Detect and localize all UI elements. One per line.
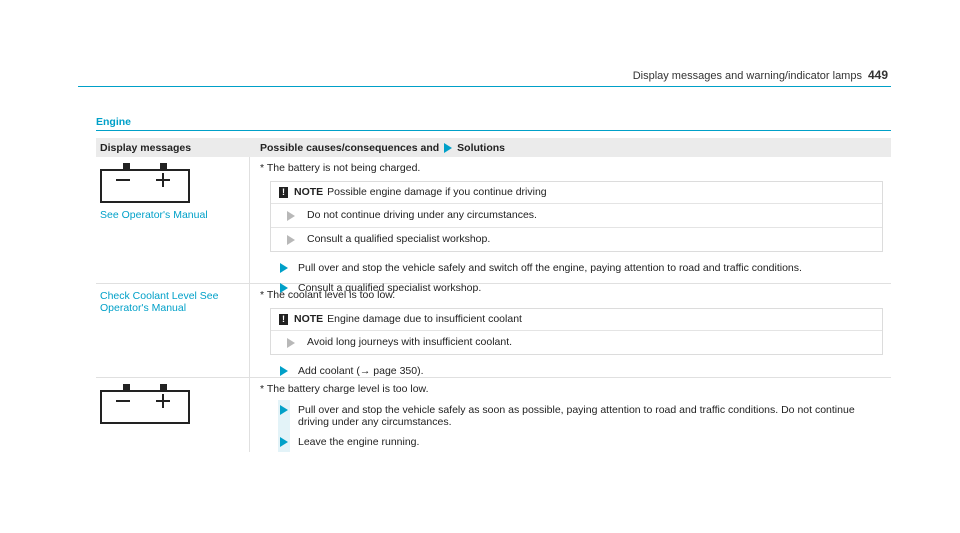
solution-step	[260, 258, 883, 278]
section-divider	[96, 130, 891, 131]
battery-icon	[100, 163, 190, 203]
header-divider	[78, 86, 891, 87]
grey-arrow-icon	[287, 235, 295, 245]
cause-text: * The battery is not being charged.	[260, 162, 421, 174]
note-item-text: Do not continue driving under any circumstances.	[307, 209, 537, 221]
message-text: Check Coolant Level See Operator's Manual	[100, 290, 219, 314]
note-label: NOTE	[294, 186, 324, 198]
note-label: NOTE	[294, 313, 324, 325]
arrow-icon	[444, 143, 452, 153]
section-title: Engine	[96, 116, 132, 128]
messages-table	[96, 138, 891, 452]
message-cell	[96, 378, 250, 452]
solution-step	[260, 400, 883, 432]
note-item	[271, 228, 882, 251]
col-header-solutions-text: Solutions	[457, 141, 506, 154]
solution-steps	[260, 400, 883, 452]
note-header	[271, 182, 882, 204]
message-cell	[96, 157, 250, 283]
step-text: Pull over and stop the vehicle safely as soon as possible, paying attention to road and traffic conditions. Do not continue driving under any circumstances.	[298, 404, 855, 428]
step-text: Leave the engine running.	[298, 436, 420, 448]
note-item	[271, 204, 882, 228]
col-header-causes-text: Possible causes/consequences and	[260, 141, 440, 154]
warning-icon: !	[279, 314, 288, 325]
note-item	[271, 331, 882, 354]
page-number: 449	[867, 68, 888, 82]
header-title: Display messages and warning/indicator lamps	[632, 70, 862, 82]
table-header	[96, 138, 891, 157]
message-text: See Operator's Manual	[100, 209, 208, 221]
note-text: Possible engine damage if you continue driving	[327, 186, 547, 198]
step-text: Add coolant (→ page 350).	[298, 365, 424, 377]
cause-cell	[250, 157, 891, 294]
note-box	[270, 308, 883, 355]
cause-cell	[250, 284, 891, 377]
table-row	[96, 284, 891, 378]
col-header-causes	[250, 142, 891, 154]
grey-arrow-icon	[287, 338, 295, 348]
note-item-text: Consult a qualified specialist workshop.	[307, 233, 491, 245]
battery-icon	[100, 384, 190, 424]
warning-icon: !	[279, 187, 288, 198]
cause-text: * The coolant level is too low.	[260, 289, 396, 301]
message-cell	[96, 284, 250, 377]
table-row	[96, 378, 891, 452]
note-text: Engine damage due to insufficient coolant	[327, 313, 522, 325]
note-item-text: Avoid long journeys with insufficient coolant.	[307, 336, 513, 348]
step-text: Consult a qualified specialist workshop.	[298, 282, 482, 294]
step-text: Pull over and stop the vehicle safely and switch off the engine, paying attention to road and traffic conditions.	[298, 262, 802, 274]
solution-step	[260, 432, 883, 452]
running-header	[633, 68, 888, 82]
arrow-icon	[280, 405, 288, 415]
col-header-display-messages: Display messages	[100, 141, 192, 154]
table-row	[96, 157, 891, 294]
arrow-icon	[280, 437, 288, 447]
arrow-icon	[280, 366, 288, 376]
cause-text: * The battery charge level is too low.	[260, 383, 429, 395]
cause-cell	[250, 378, 891, 452]
arrow-icon	[280, 263, 288, 273]
note-header	[271, 309, 882, 331]
grey-arrow-icon	[287, 211, 295, 221]
note-box	[270, 181, 883, 252]
